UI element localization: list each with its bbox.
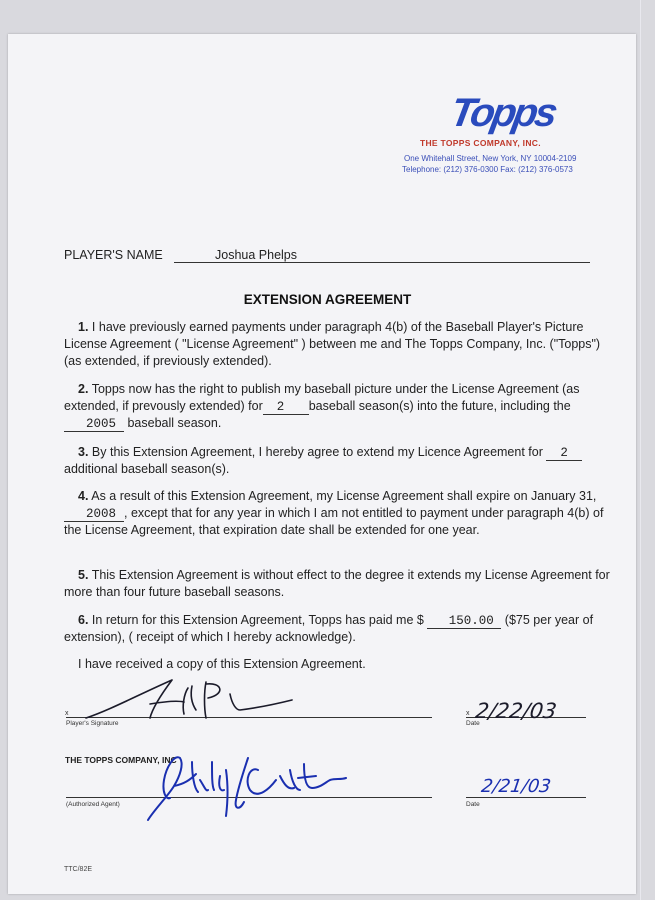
- company-signature-label: THE TOPPS COMPANY, INC: [65, 755, 177, 765]
- company-name: THE TOPPS COMPANY, INC.: [420, 138, 541, 148]
- logo-text: Topps: [447, 90, 559, 135]
- date-x-mark: x: [466, 710, 470, 717]
- seasons-fill-value: 2: [263, 400, 309, 415]
- svg-text:2/21/03: 2/21/03: [479, 776, 553, 797]
- paragraph-number: 6.: [78, 613, 89, 627]
- player-signature-label: Player's Signature: [66, 720, 119, 727]
- paragraph-text: By this Extension Agreement, I hereby agree to extend my Licence Agreement for: [91, 445, 543, 459]
- paragraph-number: 5.: [78, 568, 89, 582]
- paragraph-text: Topps now has the right to publish my baseball picture under the License Agreement (as extended, if prevously extended) for: [64, 382, 580, 414]
- paragraph-1: [64, 319, 612, 371]
- season-year-fill-value: 2005: [64, 417, 124, 432]
- company-address: One Whitehall Street, New York, NY 10004-2109: [404, 154, 577, 163]
- paragraph-2: [64, 381, 612, 433]
- document-title: EXTENSION AGREEMENT: [243, 292, 412, 307]
- paragraph-4: [64, 488, 612, 540]
- paragraph-number: 1.: [78, 320, 89, 334]
- paragraph-text: , except that for any year in which I am not entitled to payment under paragraph 4(b) of the License Agreement, that expiration date shall be extended for one year.: [64, 506, 604, 538]
- paragraph-number: 2.: [78, 382, 89, 396]
- player-date-label: Date: [466, 720, 480, 727]
- paragraph-text: baseball season(s) into the future, including the: [308, 399, 571, 414]
- paragraph-text: additional baseball season(s).: [64, 462, 230, 477]
- form-code: TTC/82E: [64, 866, 93, 873]
- agent-date-handwritten: [480, 768, 580, 798]
- signature-x-mark: x: [65, 710, 69, 717]
- paragraph-text: I have previously earned payments under paragraph 4(b) of the Baseball Player's Picture License Agreement ( "License Agreement" ) between me and The Topps Company, Inc. ("Topps") (as extended, if previously extended).: [64, 320, 601, 369]
- authorized-agent-label: (Authorized Agent): [66, 801, 120, 808]
- agent-signature: [140, 740, 360, 830]
- player-name-value: Joshua Phelps: [215, 248, 298, 262]
- company-phone-fax: Telephone: (212) 376-0300 Fax: (212) 376-0573: [402, 165, 573, 174]
- paragraph-number: 3.: [78, 445, 89, 459]
- paragraph-3: [64, 444, 612, 478]
- player-signature: [80, 674, 300, 724]
- paragraph-text: In return for this Extension Agreement, Topps has paid me $: [91, 613, 424, 627]
- player-name-label: PLAYER'S NAME: [64, 248, 163, 262]
- page-edge: [640, 0, 641, 900]
- additional-seasons-fill-value: 2: [546, 446, 582, 461]
- paragraph-text: ($75 per year of extension), ( receipt of which I hereby acknowledge).: [64, 613, 594, 645]
- paragraph-6: [64, 612, 612, 646]
- expiry-year-fill-value: 2008: [64, 507, 124, 522]
- paragraph-number: 4.: [78, 489, 89, 503]
- paragraph-text: As a result of this Extension Agreement, my License Agreement shall expire on January 31,: [91, 489, 597, 503]
- payment-amount-fill-value: 150.00: [427, 614, 501, 629]
- agent-date-label: Date: [466, 801, 480, 808]
- topps-logo: [447, 84, 559, 136]
- paragraph-text: This Extension Agreement is without effect to the degree it extends my License Agreement for more than four future baseball seasons.: [64, 568, 610, 600]
- paragraph-text: I have received a copy of this Extension Agreement.: [78, 657, 366, 671]
- player-name-line: [174, 262, 590, 263]
- player-date-handwritten: [472, 694, 592, 724]
- paragraph-text: baseball season.: [127, 416, 222, 431]
- copy-acknowledgement: [64, 656, 612, 673]
- paragraph-5: [64, 567, 612, 601]
- svg-text:2/22/03: 2/22/03: [473, 698, 559, 723]
